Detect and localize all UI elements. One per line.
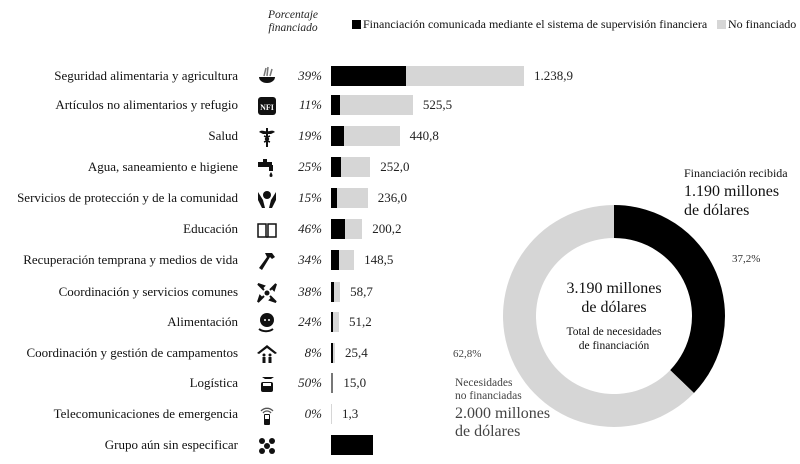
category-label: Educación <box>183 221 238 236</box>
category-label: Artículos no alimentarios y refugio <box>55 97 238 112</box>
percent-funded-label: 0% <box>304 406 322 421</box>
percent-funded-label: 46% <box>298 221 322 236</box>
percent-funded-label: 24% <box>298 314 322 329</box>
percent-funded-label: 8% <box>304 345 322 360</box>
total-caption-line1: Total de necesidades <box>566 326 662 338</box>
percent-funded-label: 39% <box>298 68 322 83</box>
requirement-value: 148,5 <box>364 252 394 267</box>
total-caption-line2: de financiación <box>578 340 650 352</box>
percent-funded-label: 25% <box>298 159 322 174</box>
requirement-value: 236,0 <box>377 190 407 205</box>
unfunded-percent-label: 62,8% <box>453 348 482 360</box>
unfunded-amount-line1: 2.000 millones <box>455 405 551 422</box>
funded-title: Financiación recibida <box>684 166 788 180</box>
unfunded-title <box>455 377 522 403</box>
total-amount <box>544 279 684 317</box>
funded-amount-line1: 1.190 millones <box>684 183 780 200</box>
total-amount-line2: de dólares <box>581 299 647 316</box>
unfunded-amount-line2: de dólares <box>455 423 521 440</box>
percent-funded-label: 11% <box>299 97 322 112</box>
category-label: Grupo aún sin especificar <box>104 437 238 452</box>
percent-funded-label: 19% <box>298 128 322 143</box>
percent-funded-label: 15% <box>298 190 322 205</box>
unfunded-title-line1: Necesidades <box>455 377 513 389</box>
total-caption <box>544 325 684 353</box>
category-label: Coordinación y servicios comunes <box>58 284 238 299</box>
total-amount-line1: 3.190 millones <box>566 280 662 297</box>
requirement-value: 25,4 <box>344 345 368 360</box>
percent-funded-label: 38% <box>298 284 322 299</box>
category-label: Recuperación temprana y medios de vida <box>23 252 238 267</box>
category-label: Alimentación <box>167 314 238 329</box>
requirement-value: 525,5 <box>422 97 453 112</box>
requirement-value: 1.238,9 <box>534 68 573 83</box>
percent-funded-label: 50% <box>298 375 322 390</box>
funded-amount <box>684 182 779 220</box>
legend-funded-label: Financiación comunicada mediante el sistema de supervisión financiera <box>363 17 708 31</box>
category-label: Telecomunicaciones de emergencia <box>53 406 238 421</box>
category-label: Salud <box>208 128 238 143</box>
category-label: Coordinación y gestión de campamentos <box>26 345 238 360</box>
requirement-value: 200,2 <box>372 221 402 236</box>
requirement-value: 1,3 <box>342 406 359 421</box>
category-label: Seguridad alimentaria y agricultura <box>54 68 238 83</box>
percent-funded-label: 34% <box>298 252 322 267</box>
percent-header-line1: Porcentaje <box>267 9 319 21</box>
requirement-value: 440,8 <box>409 128 439 143</box>
category-label: Servicios de protección y de la comunidad <box>17 190 238 205</box>
category-label: Logística <box>189 375 238 390</box>
requirement-value: 252,0 <box>380 159 410 174</box>
svg-text:NFI: NFI <box>260 103 274 112</box>
legend-unfunded-label: No financiado <box>728 17 797 31</box>
requirement-value: 15,0 <box>343 375 367 390</box>
funded-amount-line2: de dólares <box>684 202 750 219</box>
unfunded-amount <box>455 405 550 441</box>
percent-header-line2: financiado <box>268 22 318 34</box>
unfunded-title-line2: no financiadas <box>455 390 522 402</box>
category-label: Agua, saneamiento e higiene <box>87 159 238 174</box>
requirement-value: 58,7 <box>350 284 373 299</box>
funded-percent-label: 37,2% <box>732 253 761 265</box>
requirement-value: 51,2 <box>348 314 372 329</box>
